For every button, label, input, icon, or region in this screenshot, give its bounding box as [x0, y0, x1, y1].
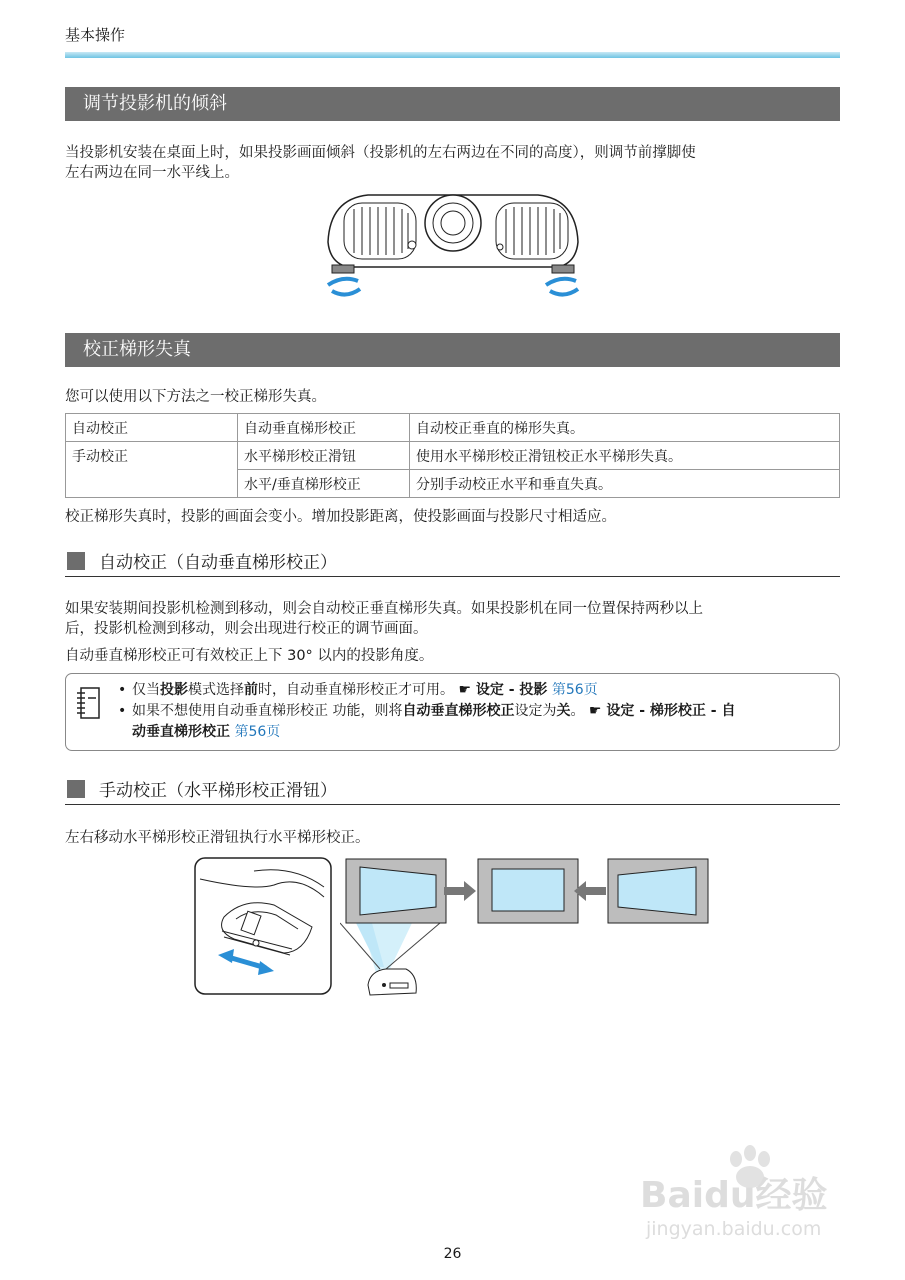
projector-front-figure	[318, 187, 588, 302]
tilt-paragraph: 当投影机安装在桌面上时，如果投影画面倾斜（投影机的左右两边在不同的高度），则调节前撑脚使 左右两边在同一水平线上。	[65, 145, 696, 181]
keystone-after: 校正梯形失真时，投影的画面会变小。增加投影距离，使投影画面与投影尺寸相适应。	[65, 509, 616, 525]
note-item-2: • 如果不想使用自动垂直梯形校正 功能，则将自动垂直梯形校正设定为关。 ☛ 设定 - 梯形校正 - 自 动垂直梯形校正 第56页	[118, 701, 833, 743]
header-bar	[65, 52, 840, 58]
notepad-icon	[76, 686, 102, 720]
watermark-url: jingyan.baidu.com	[646, 1218, 822, 1240]
square-bullet-icon	[67, 552, 85, 570]
table-cell: 使用水平梯形校正滑钮校正水平梯形失真。	[410, 442, 840, 470]
note-item-1: • 仅当投影模式选择前时，自动垂直梯形校正才可用。 ☛ 设定 - 投影 第56页	[118, 680, 833, 701]
table-cell: 自动校正垂直的梯形失真。	[410, 414, 840, 442]
keystone-intro: 您可以使用以下方法之一校正梯形失真。	[65, 389, 326, 405]
square-bullet-icon	[67, 780, 85, 798]
menu-reference: ☛ 设定 - 投影	[458, 682, 548, 698]
keystone-methods-table	[65, 413, 840, 498]
keystone-screens-figure	[340, 857, 720, 1002]
auto-paragraph: 如果安装期间投影机检测到移动，则会自动校正垂直梯形失真。如果投影机在同一位置保持两秒以上 后，投影机检测到移动，则会出现进行校正的调节画面。	[65, 601, 703, 637]
section-title-tilt: 调节投影机的倾斜	[65, 87, 840, 121]
subheading-manual-title: 手动校正（水平梯形校正滑钮）	[99, 781, 337, 801]
page-number: 26	[443, 1246, 462, 1262]
section-title-keystone: 校正梯形失真	[65, 333, 840, 367]
menu-reference: ☛ 设定 - 梯形校正 - 自	[588, 703, 736, 719]
table-cell: 水平/垂直梯形校正	[238, 470, 410, 498]
table-cell: 水平梯形校正滑钮	[238, 442, 410, 470]
table-cell: 手动校正	[66, 442, 238, 498]
baidu-watermark	[640, 1145, 850, 1245]
subheading-manual	[65, 774, 840, 805]
subheading-auto-title: 自动校正（自动垂直梯形校正）	[99, 553, 337, 573]
note-box	[65, 673, 840, 751]
watermark-brand: Baidu经验	[640, 1175, 828, 1216]
page-link-56[interactable]: 第56页	[551, 682, 598, 698]
auto-range: 自动垂直梯形校正可有效校正上下 30° 以内的投影角度。	[65, 648, 434, 664]
table-row	[66, 414, 840, 442]
page-link-56[interactable]: 第56页	[234, 724, 281, 740]
table-cell: 分别手动校正水平和垂直失真。	[410, 470, 840, 498]
table-cell: 自动垂直梯形校正	[238, 414, 410, 442]
manual-paragraph: 左右移动水平梯形校正滑钮执行水平梯形校正。	[65, 830, 370, 846]
header-title: 基本操作	[65, 26, 126, 44]
table-row	[66, 442, 840, 470]
subheading-auto	[65, 546, 840, 577]
menu-reference-cont: 动垂直梯形校正	[132, 724, 230, 740]
slider-detail-figure	[194, 857, 334, 997]
table-cell: 自动校正	[66, 414, 238, 442]
